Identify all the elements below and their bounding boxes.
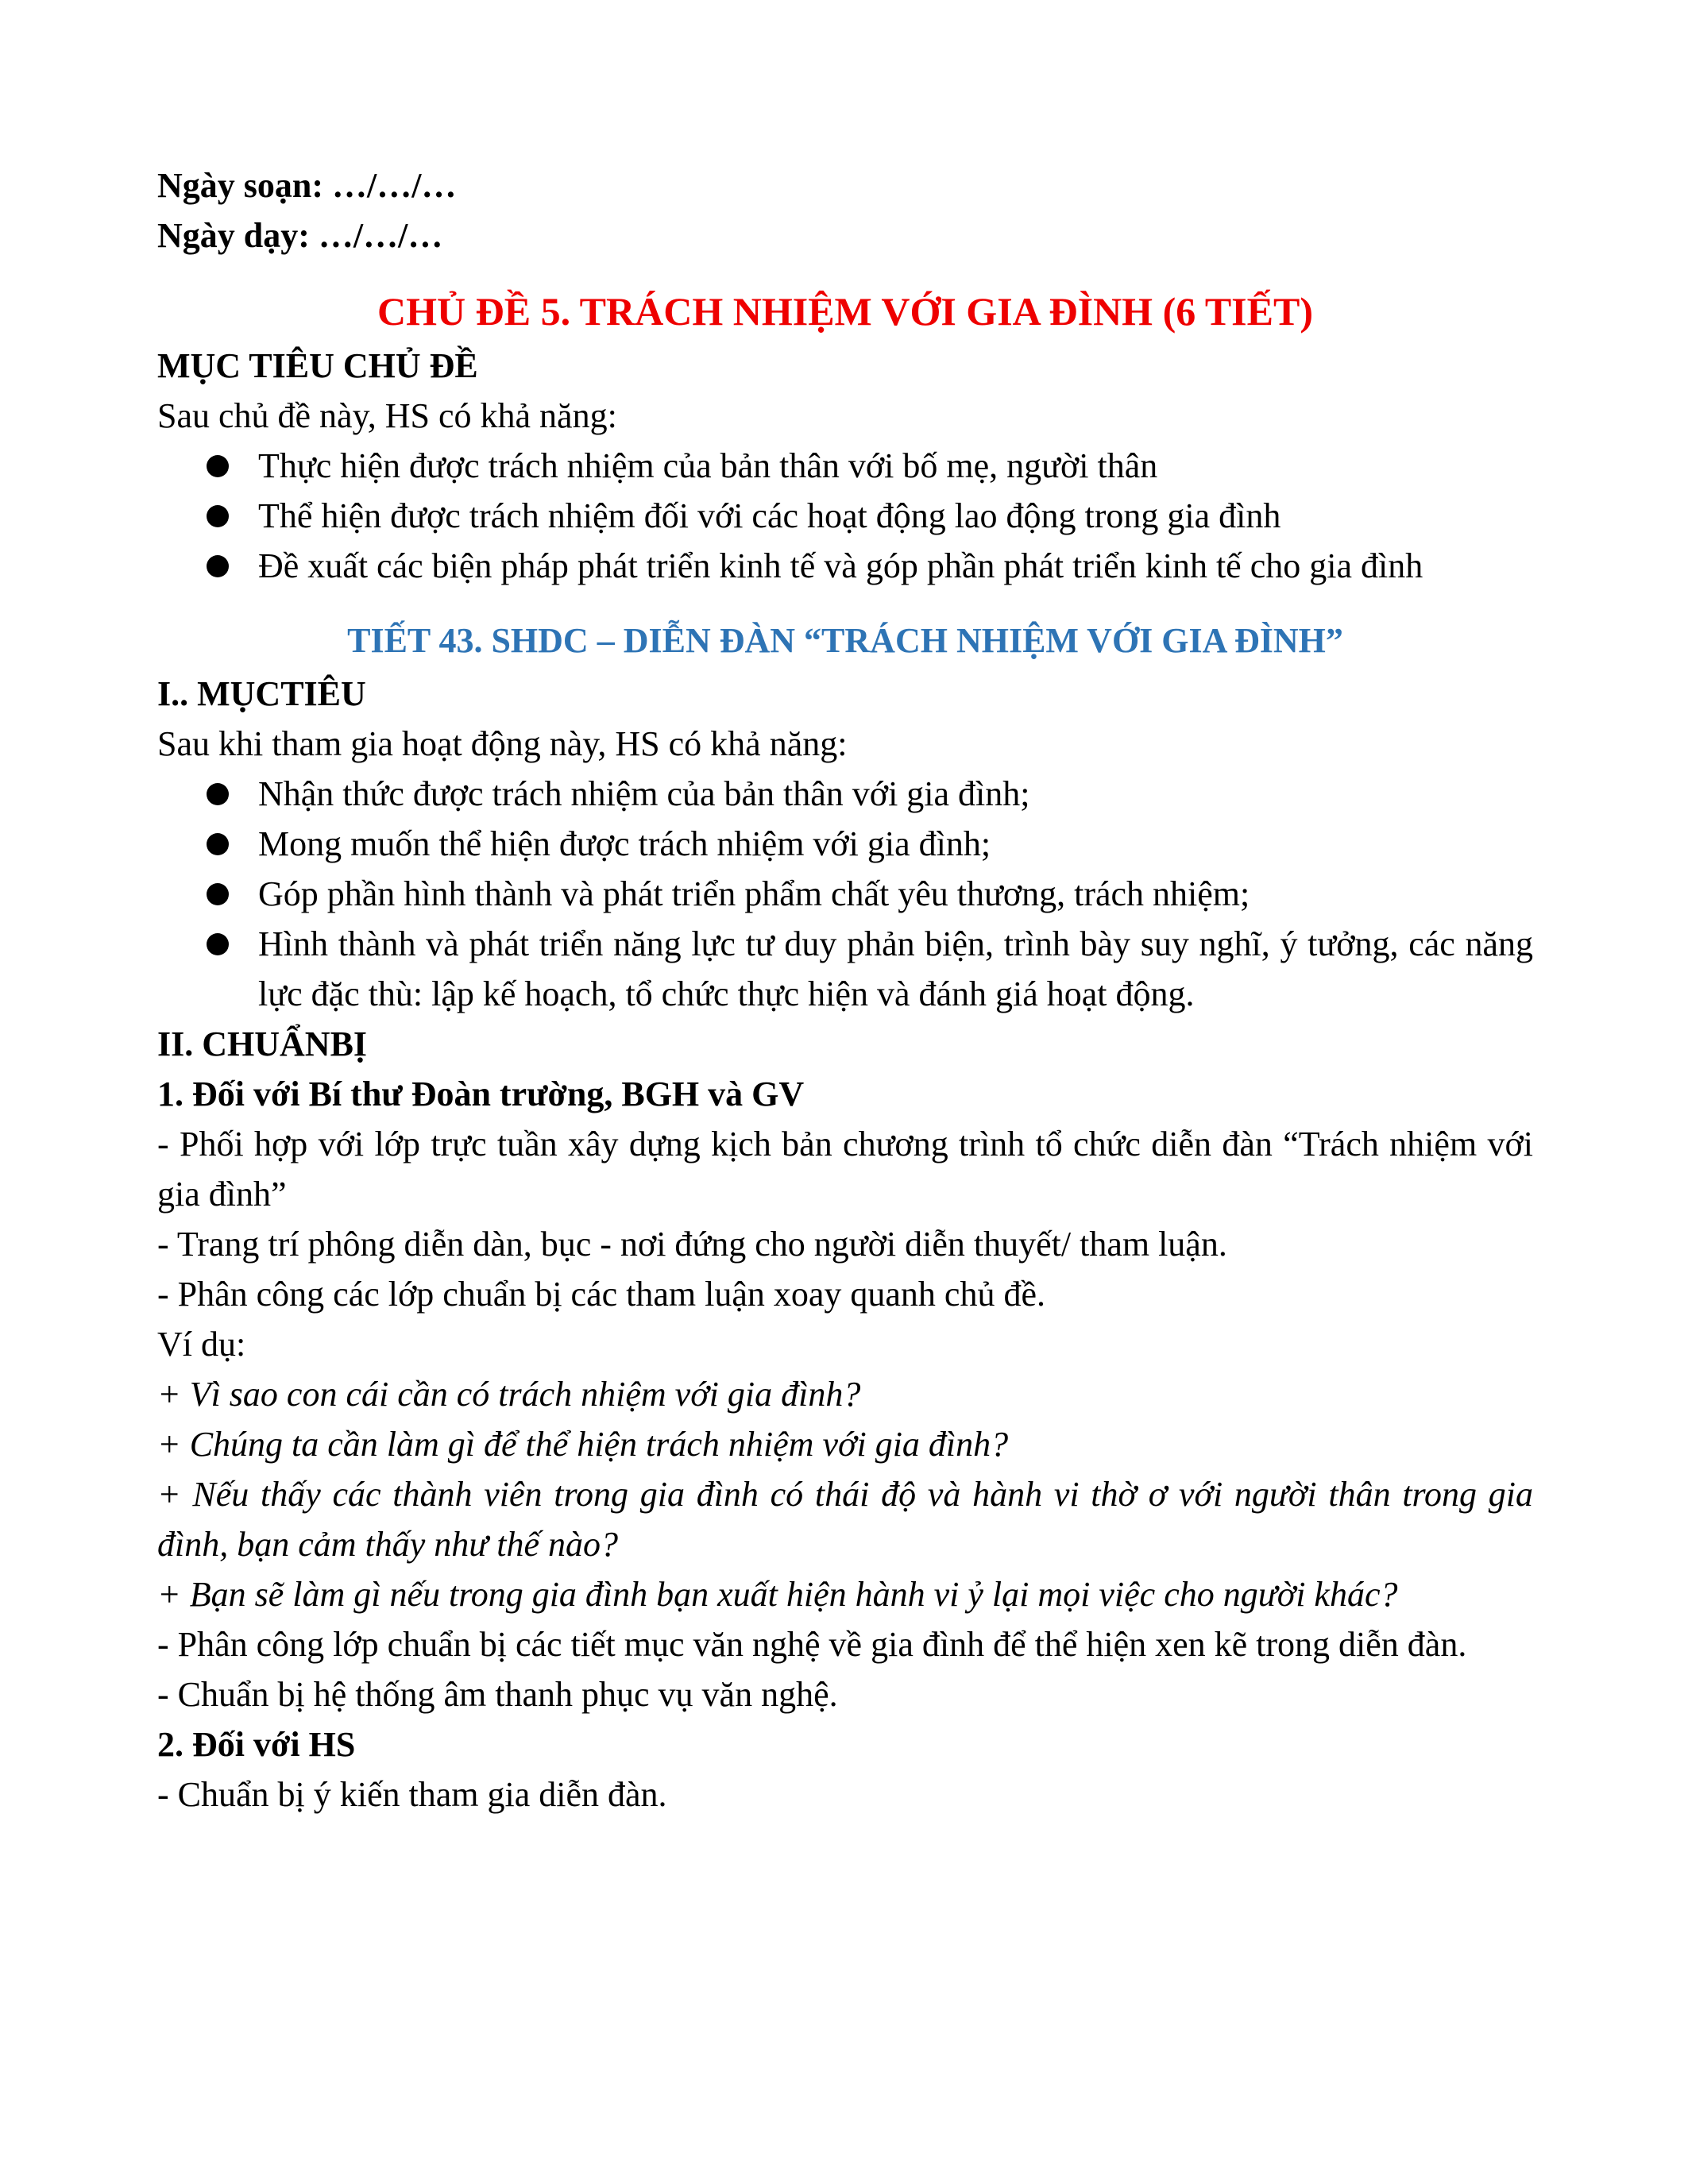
example-question: + Nếu thấy các thành viên trong gia đình có thái độ và hành vi thờ ơ với người thân trong gia đình, bạn cảm thấy như thế nào? xyxy=(157,1475,1533,1564)
bullet-icon xyxy=(207,555,229,577)
bullet-icon xyxy=(207,883,229,905)
prep-heading: II. CHUẨNBỊ xyxy=(157,1024,368,1063)
goal-heading: MỤC TIÊU CHỦ ĐỀ xyxy=(157,346,478,385)
ngay-day: Ngày dạy: …/…/… xyxy=(157,216,443,255)
list-item xyxy=(157,769,1533,819)
teacher-heading: 1. Đối với Bí thư Đoàn trường, BGH và GV xyxy=(157,1075,805,1113)
student-item: - Chuẩn bị ý kiến tham gia diễn đàn. xyxy=(157,1775,667,1814)
bullet-icon xyxy=(207,455,229,477)
goal-text: Thực hiện được trách nhiệm của bản thân với bố mẹ, người thân xyxy=(258,446,1158,485)
teacher-item: - Phân công lớp chuẩn bị các tiết mục văn nghệ về gia đình để thể hiện xen kẽ trong diễn đàn. xyxy=(157,1625,1467,1664)
objective-text: Hình thành và phát triển năng lực tư duy phản biện, trình bày suy nghĩ, ý tưởng, các năng lực đặc thù: lập kế hoạch, tổ chức thực hiện và đánh giá hoạt động. xyxy=(258,924,1533,1013)
goal-intro: Sau chủ đề này, HS có khả năng: xyxy=(157,396,617,435)
lesson-title: TIẾT 43. SHDC – DIỄN ĐÀN “TRÁCH NHIỆM VỚI GIA ĐÌNH” xyxy=(347,621,1343,660)
document-content xyxy=(157,160,1533,1819)
objective-text: Nhận thức được trách nhiệm của bản thân với gia đình; xyxy=(258,774,1030,813)
example-question: + Vì sao con cái cần có trách nhiệm với gia đình? xyxy=(157,1375,861,1414)
objectives-heading: I.. MỤCTIÊU xyxy=(157,674,366,713)
list-item xyxy=(157,491,1533,541)
goal-text: Thể hiện được trách nhiệm đối với các hoạt động lao động trong gia đình xyxy=(258,496,1281,535)
bullet-icon xyxy=(207,933,229,955)
example-question: + Bạn sẽ làm gì nếu trong gia đình bạn xuất hiện hành vi ỷ lại mọi việc cho người khác? xyxy=(157,1575,1398,1614)
objective-text: Mong muốn thể hiện được trách nhiệm với gia đình; xyxy=(258,824,991,863)
teacher-item: - Phối hợp với lớp trực tuần xây dựng kịch bản chương trình tổ chức diễn đàn “Trách nhiệm với gia đình” xyxy=(157,1125,1533,1214)
teacher-item: - Phân công các lớp chuẩn bị các tham luận xoay quanh chủ đề. xyxy=(157,1275,1045,1314)
bullet-icon xyxy=(207,783,229,805)
list-item xyxy=(157,441,1533,491)
example-question: + Chúng ta cần làm gì để thể hiện trách nhiệm với gia đình? xyxy=(157,1425,1009,1464)
topic-title: CHỦ ĐỀ 5. TRÁCH NHIỆM VỚI GIA ĐÌNH (6 TIẾT) xyxy=(377,289,1313,334)
ngay-soan: Ngày soạn: …/…/… xyxy=(157,166,457,205)
list-item xyxy=(157,919,1533,1019)
list-item xyxy=(157,541,1533,591)
objective-text: Góp phần hình thành và phát triển phẩm chất yêu thương, trách nhiệm; xyxy=(258,874,1250,913)
objectives-intro: Sau khi tham gia hoạt động này, HS có khả năng: xyxy=(157,724,848,763)
goal-list xyxy=(157,441,1533,591)
list-item xyxy=(157,819,1533,869)
bullet-icon xyxy=(207,505,229,527)
bullet-icon xyxy=(207,833,229,855)
teacher-item: - Chuẩn bị hệ thống âm thanh phục vụ văn nghệ. xyxy=(157,1675,838,1714)
goal-text: Đề xuất các biện pháp phát triển kinh tế và góp phần phát triển kinh tế cho gia đình xyxy=(258,546,1423,585)
list-item xyxy=(157,869,1533,919)
objectives-list xyxy=(157,769,1533,1019)
student-heading: 2. Đối với HS xyxy=(157,1725,356,1764)
example-label: Ví dụ: xyxy=(157,1325,246,1364)
teacher-item: - Trang trí phông diễn dàn, bục - nơi đứng cho người diễn thuyết/ tham luận. xyxy=(157,1225,1227,1264)
